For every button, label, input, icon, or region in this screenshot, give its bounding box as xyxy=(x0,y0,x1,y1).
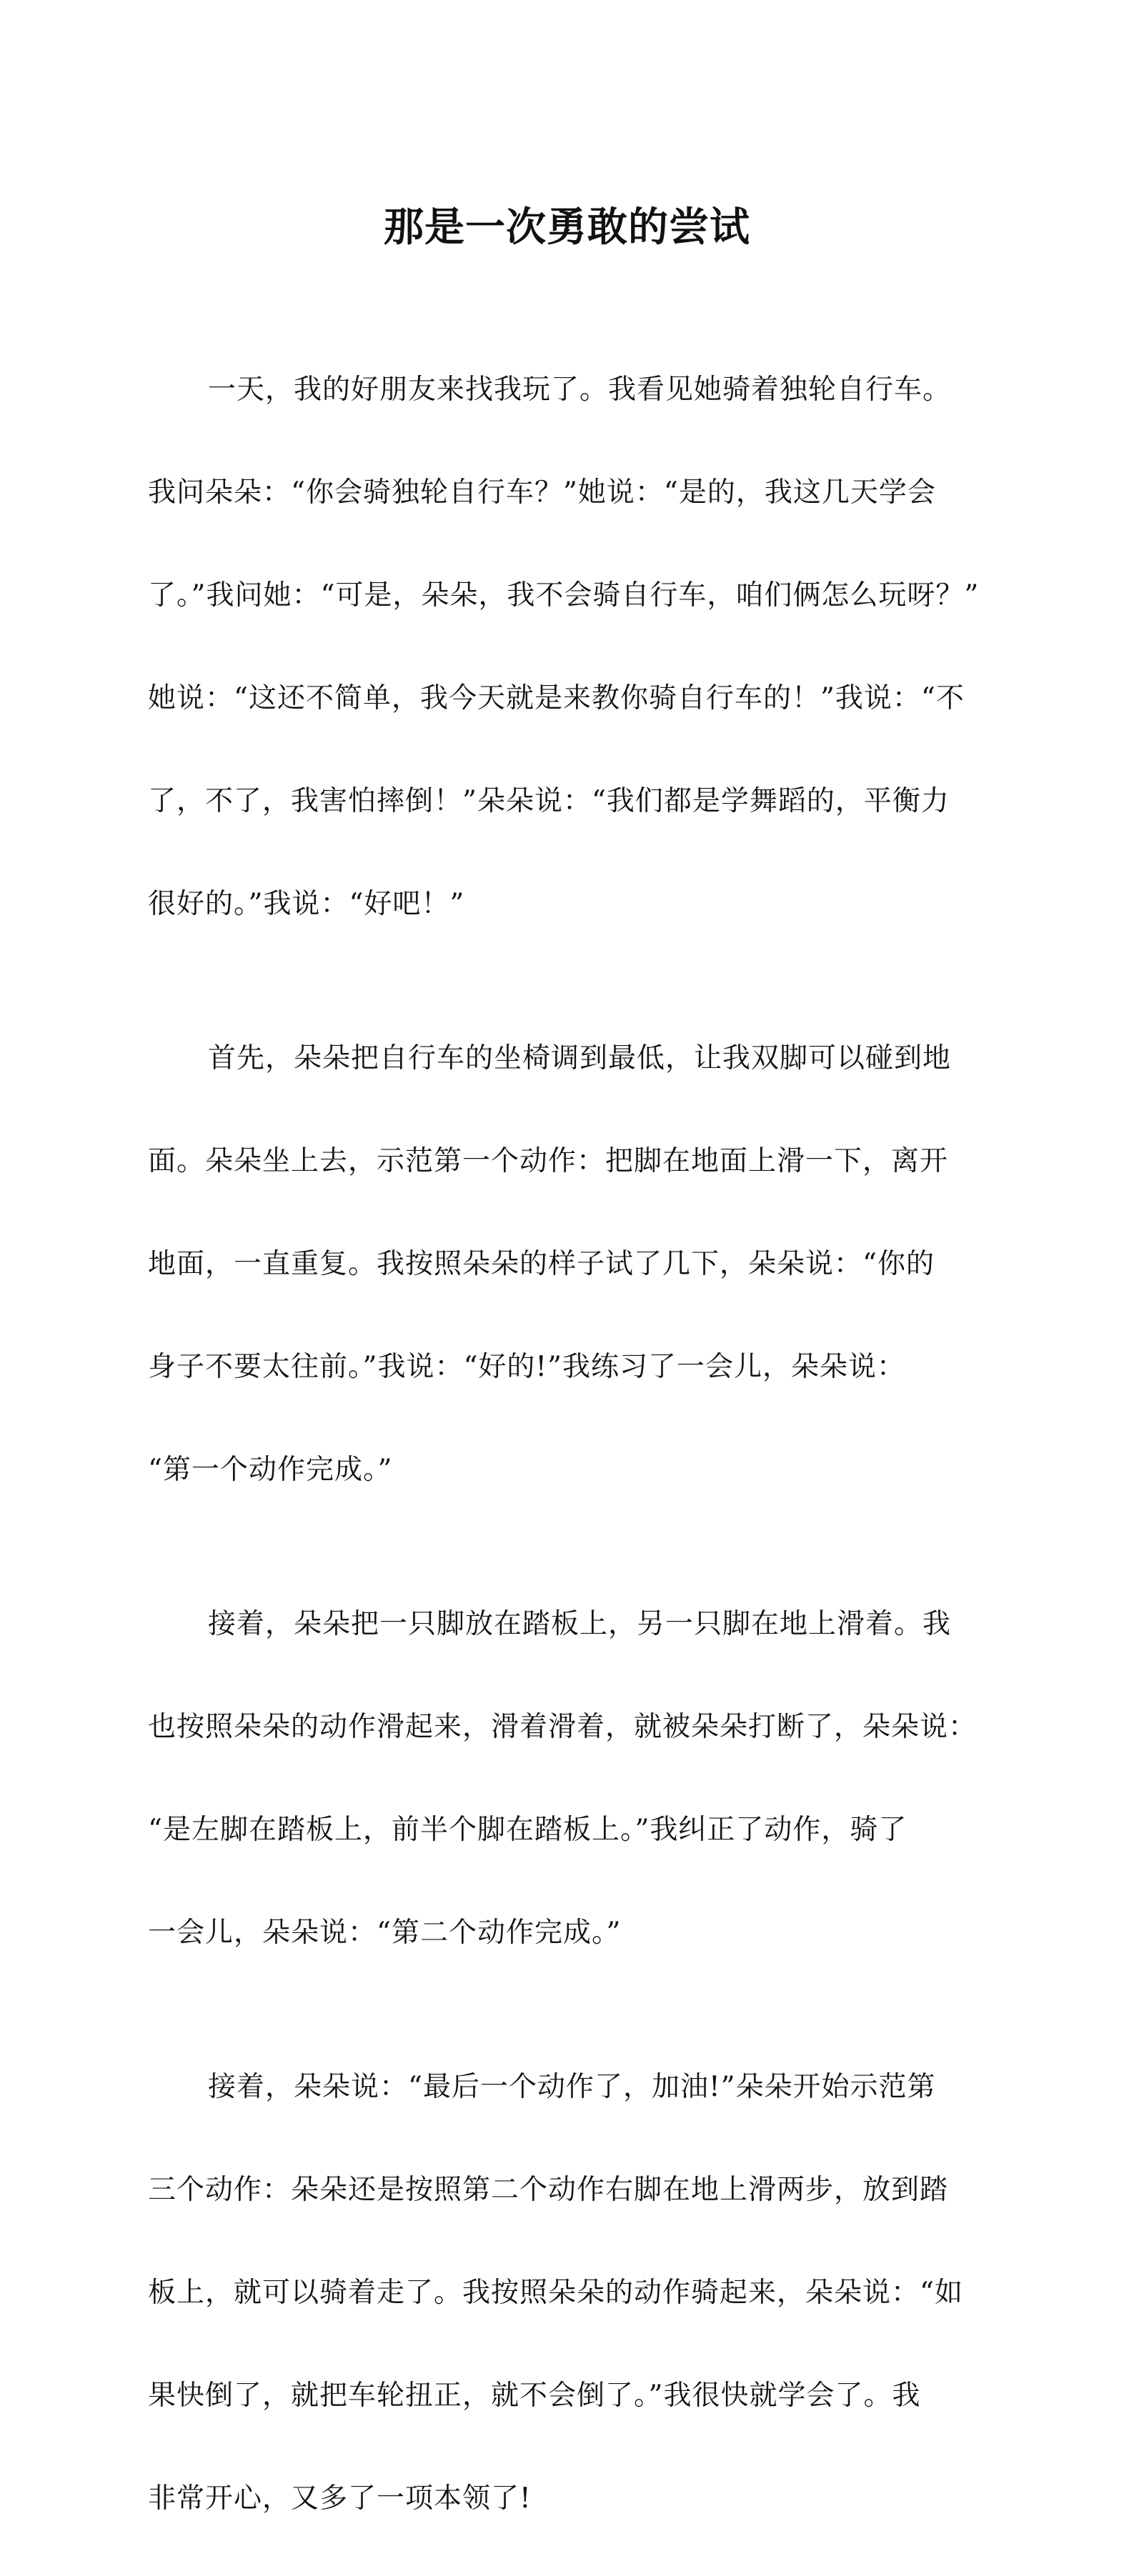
document-body xyxy=(148,313,993,2576)
paragraph-line: “是左脚在踏板上，前半个脚在踏板上。”我纠正了动作，骑了 xyxy=(148,1814,907,1846)
paragraph-line: 了。”我问她：“可是，朵朵，我不会骑自行车，咱们俩怎么玩呀？” xyxy=(148,579,980,611)
paragraph-4 xyxy=(148,2010,993,2576)
paragraph-line: 面。朵朵坐上去，示范第一个动作：把脚在地面上滑一下，离开 xyxy=(148,1145,949,1177)
paragraph-line: 接着，朵朵说：“最后一个动作了，加油!”朵朵开始示范第 xyxy=(208,2071,936,2103)
paragraph-line: 非常开心，又多了一项本领了! xyxy=(148,2482,532,2515)
paragraph-line: 她说：“这还不简单，我今天就是来教你骑自行车的！”我说：“不 xyxy=(148,682,965,714)
paragraph-line: 身子不要太往前。”我说：“好的!”我练习了一会儿，朵朵说： xyxy=(148,1351,905,1383)
paragraph-line: 我问朵朵：“你会骑独轮自行车？”她说：“是的，我这几天学会 xyxy=(148,476,936,509)
paragraph-line: 地面，一直重复。我按照朵朵的样子试了几下，朵朵说：“你的 xyxy=(148,1248,935,1280)
paragraph-line: 接着，朵朵把一只脚放在踏板上，另一只脚在地上滑着。我 xyxy=(208,1608,952,1640)
paragraph-3 xyxy=(148,1547,993,2010)
paragraph-line: 了，不了，我害怕摔倒！”朵朵说：“我们都是学舞蹈的，平衡力 xyxy=(148,785,950,817)
paragraph-line: 板上，就可以骑着走了。我按照朵朵的动作骑起来，朵朵说：“如 xyxy=(148,2277,963,2309)
paragraph-line: 一天，我的好朋友来找我玩了。我看见她骑着独轮自行车。 xyxy=(208,374,952,406)
paragraph-line: 首先，朵朵把自行车的坐椅调到最低，让我双脚可以碰到地 xyxy=(208,1042,952,1074)
paragraph-2 xyxy=(148,982,993,1547)
paragraph-line: 三个动作：朵朵还是按照第二个动作右脚在地上滑两步，放到踏 xyxy=(148,2174,949,2206)
document-title: 那是一次勇敢的尝试 xyxy=(384,204,750,251)
paragraph-line: “第一个动作完成。” xyxy=(148,1454,393,1486)
paragraph-line: 一会儿，朵朵说：“第二个动作完成。” xyxy=(148,1917,622,1949)
paragraph-1 xyxy=(148,313,993,982)
paragraph-line: 很好的。”我说：“好吧！” xyxy=(148,888,465,920)
paragraph-line: 也按照朵朵的动作滑起来，滑着滑着，就被朵朵打断了，朵朵说： xyxy=(148,1711,978,1743)
paragraph-line: 果快倒了，就把车轮扭正，就不会倒了。”我很快就学会了。我 xyxy=(148,2380,921,2412)
